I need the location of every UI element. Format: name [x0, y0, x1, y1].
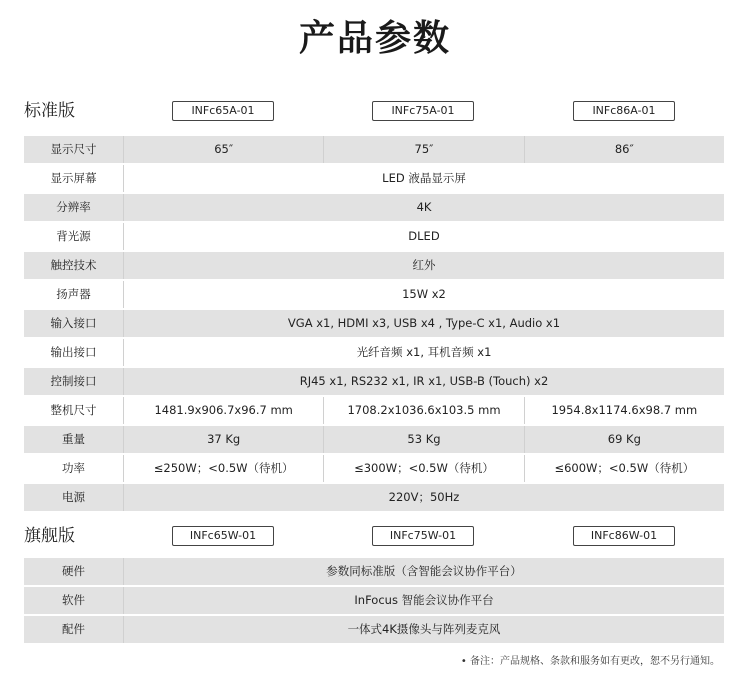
model-badge: INFc75W-01: [372, 526, 474, 546]
spec-value: ≤300W；<0.5W（待机）: [324, 455, 524, 482]
spec-label: 配件: [24, 616, 124, 643]
spec-value: DLED: [408, 229, 440, 243]
spec-value: 光纤音频 x1, 耳机音频 x1: [356, 345, 492, 359]
spec-label: 扬声器: [24, 281, 124, 308]
model-badge: INFc65W-01: [172, 526, 274, 546]
spec-label: 电源: [24, 484, 124, 511]
spec-row: [24, 223, 724, 250]
spec-row: [24, 310, 724, 337]
spec-value: 37 Kg: [124, 426, 324, 453]
footnote: • 备注：产品规格、条款和服务如有更改，恕不另行通知。: [460, 656, 720, 667]
spec-label: 分辨率: [24, 194, 124, 221]
model-badge: INFc65A-01: [172, 101, 274, 121]
spec-row: [24, 165, 724, 192]
spec-value: 参数同标准版（含智能会议协作平台）: [326, 564, 522, 578]
spec-row: [24, 587, 724, 614]
spec-label: 显示屏幕: [24, 165, 124, 192]
spec-value: 220V；50Hz: [388, 490, 460, 504]
spec-label: 输出接口: [24, 339, 124, 366]
spec-value: VGA x1, HDMI x3, USB x4 , Type-C x1, Audio x1: [287, 316, 561, 330]
spec-value: 69 Kg: [607, 432, 641, 446]
flagship-edition-name: 旗舰版: [24, 526, 75, 546]
standard-edition-header: [24, 98, 724, 124]
spec-label: 重量: [24, 426, 124, 453]
flagship-edition-header: [24, 523, 724, 549]
spec-value: 一体式4K摄像头与阵列麦克风: [347, 622, 501, 636]
page-title: 产品参数: [298, 18, 451, 59]
spec-value: 红外: [412, 258, 436, 272]
spec-value: 65″: [124, 136, 324, 163]
model-badge: INFc75A-01: [372, 101, 474, 121]
spec-value: ≤250W；<0.5W（待机）: [124, 455, 324, 482]
spec-value: 86″: [614, 142, 634, 156]
spec-label: 功率: [24, 455, 124, 482]
model-badge: INFc86A-01: [573, 101, 675, 121]
spec-label: 硬件: [24, 558, 124, 585]
spec-row: [24, 194, 724, 221]
spec-value: 1954.8x1174.6x98.7 mm: [551, 403, 698, 417]
flagship-spec-table: [24, 558, 724, 645]
spec-label: 背光源: [24, 223, 124, 250]
spec-label: 软件: [24, 587, 124, 614]
spec-value: 4K: [416, 200, 432, 214]
spec-value: 53 Kg: [324, 426, 524, 453]
spec-label: 输入接口: [24, 310, 124, 337]
spec-row: [24, 616, 724, 643]
spec-value: 1708.2x1036.6x103.5 mm: [324, 397, 524, 424]
spec-value: 75″: [324, 136, 524, 163]
standard-edition-name: 标准版: [24, 101, 75, 121]
spec-label: 整机尺寸: [24, 397, 124, 424]
spec-row: [24, 281, 724, 308]
standard-spec-table: [24, 136, 724, 513]
spec-label: 控制接口: [24, 368, 124, 395]
spec-value: LED 液晶显示屏: [382, 171, 466, 185]
spec-row: [24, 368, 724, 395]
spec-row: [24, 339, 724, 366]
spec-value: InFocus 智能会议协作平台: [354, 593, 494, 607]
spec-row: [24, 397, 724, 424]
spec-value: RJ45 x1, RS232 x1, IR x1, USB-B (Touch) x2: [299, 374, 549, 388]
spec-row: [24, 484, 724, 511]
spec-row: [24, 558, 724, 585]
spec-value: 15W x2: [402, 287, 446, 301]
spec-value: ≤600W；<0.5W（待机）: [554, 461, 695, 475]
spec-row: [24, 455, 724, 482]
spec-row: [24, 136, 724, 163]
spec-row: [24, 426, 724, 453]
model-badge: INFc86W-01: [573, 526, 675, 546]
spec-label: 触控技术: [24, 252, 124, 279]
spec-row: [24, 252, 724, 279]
spec-value: 1481.9x906.7x96.7 mm: [124, 397, 324, 424]
spec-label: 显示尺寸: [24, 136, 124, 163]
